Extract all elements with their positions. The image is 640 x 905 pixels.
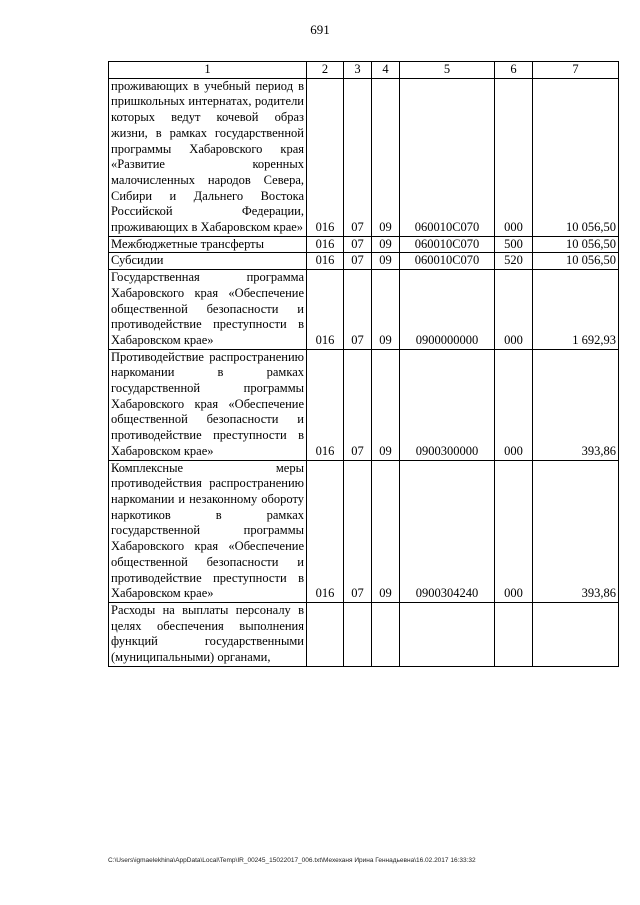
table-row [109,253,619,270]
table-row [109,602,619,666]
header-col-4: 4 [372,62,400,79]
row-expense-type: 000 [495,349,533,460]
row-name: Расходы на выплаты персоналу в целях обеспечения выполнения функций государственными (муниципальными) органами, [109,602,307,666]
row-subsection-code: 09 [372,460,400,602]
row-section-code: 07 [344,460,372,602]
row-name: Субсидии [109,253,307,270]
row-ministry-code: 016 [307,236,344,253]
row-subsection-code: 09 [372,236,400,253]
budget-table [108,61,619,667]
header-col-7: 7 [533,62,619,79]
row-ministry-code: 016 [307,460,344,602]
row-section-code: 07 [344,78,372,236]
row-target-article: 0900300000 [400,349,495,460]
row-name: Государственная программа Хабаровского края «Обеспечение общественной безопасности и противодействие преступности в Хабаровском крае» [109,270,307,350]
row-section-code: 07 [344,349,372,460]
row-amount [533,602,619,666]
row-name: проживающих в учебный период в пришкольных интернатах, родители которых ведут кочевой образ жизни, в рамках государственной программы Хабаровского края «Развитие коренных малочисленных народов Севера, Сибири и Дальнего Востока Российской Федерации, проживающих в Хабаровском крае» [109,78,307,236]
table-row [109,78,619,236]
table-row [109,349,619,460]
row-section-code: 07 [344,270,372,350]
table-row [109,236,619,253]
row-target-article: 060010С070 [400,253,495,270]
row-name: Противодействие распространению наркомании в рамках государственной программы Хабаровского края «Обеспечение общественной безопасности и противодействие преступности в Хабаровском крае» [109,349,307,460]
header-col-6: 6 [495,62,533,79]
row-expense-type [495,602,533,666]
row-expense-type: 000 [495,460,533,602]
row-amount: 1 692,93 [533,270,619,350]
row-ministry-code [307,602,344,666]
row-target-article: 0900304240 [400,460,495,602]
row-ministry-code: 016 [307,270,344,350]
page-number: 691 [310,22,330,37]
row-expense-type: 520 [495,253,533,270]
row-section-code: 07 [344,253,372,270]
row-subsection-code: 09 [372,349,400,460]
row-expense-type: 000 [495,270,533,350]
row-amount: 393,86 [533,349,619,460]
row-amount: 10 056,50 [533,236,619,253]
row-target-article: 060010С070 [400,236,495,253]
row-subsection-code: 09 [372,253,400,270]
header-col-1: 1 [109,62,307,79]
header-col-5: 5 [400,62,495,79]
row-expense-type: 500 [495,236,533,253]
row-name: Межбюджетные трансферты [109,236,307,253]
row-section-code [344,602,372,666]
header-col-3: 3 [344,62,372,79]
row-amount: 393,86 [533,460,619,602]
row-name: Комплексные меры противодействия распространению наркомании и незаконному обороту наркотиков в рамках государственной программы Хабаровского края «Обеспечение общественной безопасности и противодействие преступности в Хабаровском крае» [109,460,307,602]
row-subsection-code [372,602,400,666]
row-ministry-code: 016 [307,349,344,460]
table-row [109,460,619,602]
row-subsection-code: 09 [372,270,400,350]
row-subsection-code: 09 [372,78,400,236]
row-target-article [400,602,495,666]
row-target-article: 0900000000 [400,270,495,350]
row-amount: 10 056,50 [533,78,619,236]
table-header-row [109,62,619,79]
row-amount: 10 056,50 [533,253,619,270]
row-target-article: 060010С070 [400,78,495,236]
row-ministry-code: 016 [307,253,344,270]
row-ministry-code: 016 [307,78,344,236]
row-expense-type: 000 [495,78,533,236]
header-col-2: 2 [307,62,344,79]
table-row [109,270,619,350]
row-section-code: 07 [344,236,372,253]
footer-file-path: C:\Users\igmaelekhina\AppData\Local\Temp\IR_00245_15022017_006.txt\Мехеханя Ирина Геннадьевна\16.02.2017 16:33:32 [108,857,476,864]
